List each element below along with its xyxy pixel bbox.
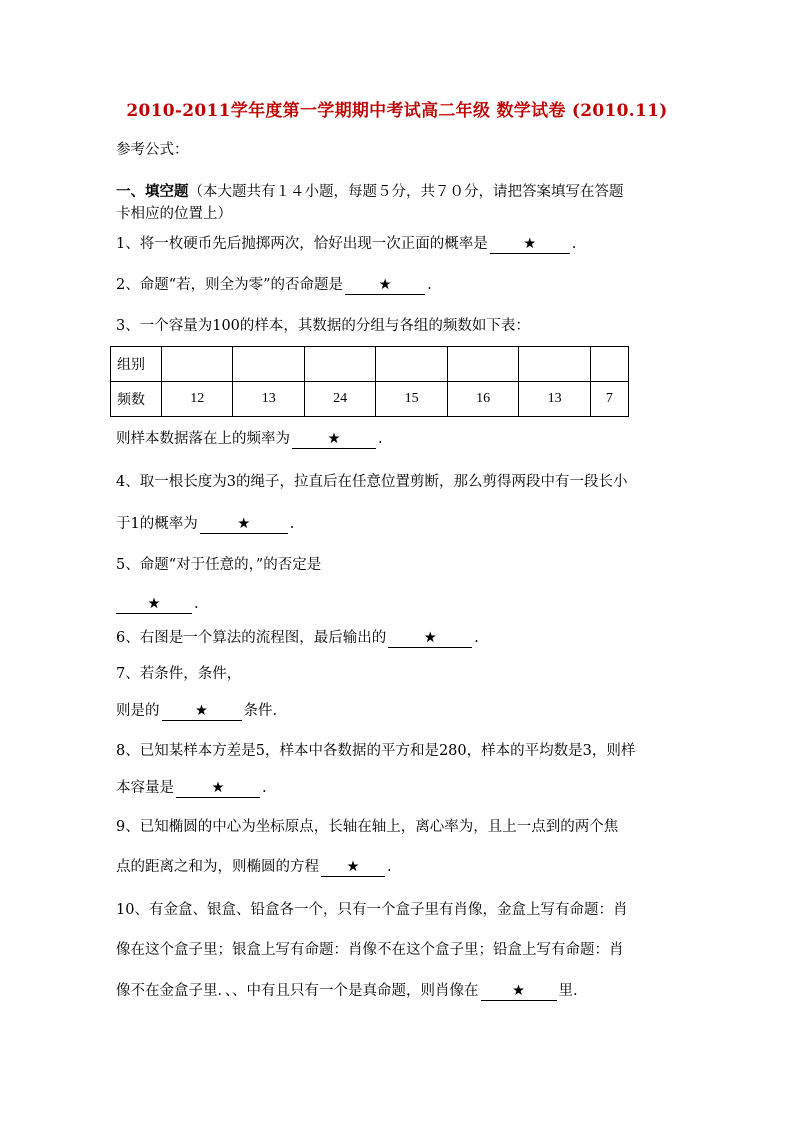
question-9-line2 — [116, 857, 392, 877]
question-text: 右图是一个算法的流程图，最后输出的 — [139, 630, 387, 646]
question-number: 10、 — [116, 902, 149, 918]
frequency-table — [110, 346, 629, 417]
question-8-line2 — [116, 778, 267, 798]
star-icon: ★ — [147, 596, 161, 612]
table-cell — [590, 347, 628, 382]
question-end: . — [378, 431, 383, 447]
question-number: 4、 — [116, 474, 140, 490]
star-icon: ★ — [327, 431, 341, 447]
answer-blank — [292, 430, 376, 449]
question-text: 一个容量为100的样本，其数据的分组与各组的频数如下表： — [139, 318, 530, 334]
question-7 — [116, 664, 241, 684]
answer-blank — [200, 515, 288, 534]
question-5 — [116, 555, 321, 575]
table-cell — [162, 347, 233, 382]
star-icon: ★ — [523, 236, 537, 252]
question-2 — [116, 275, 432, 295]
question-5-line2 — [116, 594, 199, 614]
question-end: . — [427, 277, 432, 293]
question-text: 若条件，条件， — [139, 666, 242, 682]
star-icon: ★ — [195, 703, 208, 719]
table-cell — [233, 347, 304, 382]
question-end: . — [474, 630, 479, 646]
question-text: 有金盒、银盒、铅盒各一个，只有一个盒子里有肖像，金盒上写有命题：肖 — [148, 902, 628, 918]
question-end: . — [262, 780, 267, 796]
freq-cell: 13 — [519, 382, 590, 417]
question-number: 1、 — [116, 236, 140, 252]
star-icon: ★ — [237, 516, 251, 532]
question-end: 里. — [558, 983, 578, 999]
question-text: 将一枚硬币先后抛掷两次，恰好出现一次正面的概率是 — [139, 236, 488, 252]
question-text: 于1的概率为 — [116, 516, 198, 532]
question-9 — [116, 817, 618, 837]
question-number: 9、 — [116, 819, 140, 835]
answer-blank — [490, 235, 570, 254]
table-row — [111, 347, 629, 382]
table-row — [111, 382, 629, 417]
question-text: 则是的 — [116, 703, 160, 719]
table-cell — [304, 347, 375, 382]
question-number: 6、 — [116, 630, 140, 646]
answer-blank — [388, 629, 472, 648]
question-3 — [116, 316, 530, 336]
row-label-group: 组别 — [111, 347, 162, 382]
question-text: 点的距离之和为，则椭圆的方程 — [116, 859, 319, 875]
star-icon: ★ — [423, 630, 437, 646]
freq-cell: 16 — [447, 382, 518, 417]
table-cell — [447, 347, 518, 382]
question-6 — [116, 628, 479, 648]
answer-blank — [116, 595, 192, 614]
star-icon: ★ — [512, 983, 525, 999]
exam-title: 2010-2011学年度第一学期期中考试高二年级 数学试卷 (2010.11) — [126, 101, 668, 121]
question-number: 8、 — [116, 743, 140, 759]
question-end: 条件. — [243, 703, 278, 719]
section-heading-line — [116, 182, 624, 202]
answer-blank — [481, 982, 557, 1001]
question-4 — [116, 472, 627, 492]
question-text: 则样本数据落在上的频率为 — [116, 431, 290, 447]
question-number: 3、 — [116, 318, 140, 334]
question-number: 5、 — [116, 557, 140, 573]
question-number: 7、 — [116, 666, 140, 682]
answer-blank — [176, 779, 260, 798]
question-10 — [116, 900, 627, 920]
star-icon: ★ — [378, 277, 392, 293]
formula-label: 参考公式： — [116, 142, 189, 158]
question-number: 2、 — [116, 277, 140, 293]
question-text: 像不在金盒子里．、、中有且只有一个是真命题，则肖像在 — [116, 983, 479, 999]
question-1 — [116, 234, 576, 254]
question-8 — [116, 741, 635, 761]
question-text: 已知椭圆的中心为坐标原点，长轴在轴上，离心率为，且上一点到的两个焦 — [139, 819, 619, 835]
section-instruction: （本大题共有１４小题，每题５分，共７０分，请把答案填写在答题 — [188, 184, 624, 200]
answer-blank — [321, 858, 385, 877]
answer-blank — [162, 702, 242, 721]
answer-blank — [345, 276, 425, 295]
question-end: . — [571, 236, 577, 252]
section-instruction-line2: 卡相应的位置上） — [116, 206, 232, 222]
freq-cell: 13 — [233, 382, 304, 417]
question-7-line2 — [116, 701, 277, 721]
question-text: 本容量是 — [116, 780, 174, 796]
question-text: 命题“对于任意的，”的否定是 — [139, 557, 322, 573]
freq-cell: 15 — [376, 382, 447, 417]
star-icon: ★ — [346, 859, 360, 875]
question-end: . — [387, 859, 392, 875]
freq-cell: 12 — [162, 382, 233, 417]
table-cell — [376, 347, 447, 382]
question-end: . — [194, 596, 199, 612]
question-10-line2: 像在这个盒子里；银盒上写有命题：肖像不在这个盒子里；铅盒上写有命题：肖 — [116, 942, 624, 958]
question-end: . — [289, 516, 295, 532]
section-heading: 一、填空题 — [116, 183, 189, 200]
question-10-line3 — [116, 981, 578, 1001]
question-4-line2 — [116, 514, 294, 534]
row-label-frequency: 频数 — [111, 382, 162, 417]
star-icon: ★ — [211, 780, 225, 796]
freq-cell: 24 — [304, 382, 375, 417]
question-text: 已知某样本方差是5，样本中各数据的平方和是280，样本的平均数是3，则样 — [139, 743, 636, 759]
table-cell — [519, 347, 590, 382]
question-text: 取一根长度为3的绳子，拉直后在任意位置剪断，那么剪得两段中有一段长小 — [139, 474, 628, 490]
freq-cell: 7 — [590, 382, 628, 417]
question-text: 命题“若，则全为零”的否命题是 — [139, 277, 344, 293]
question-3-followup — [116, 429, 383, 449]
